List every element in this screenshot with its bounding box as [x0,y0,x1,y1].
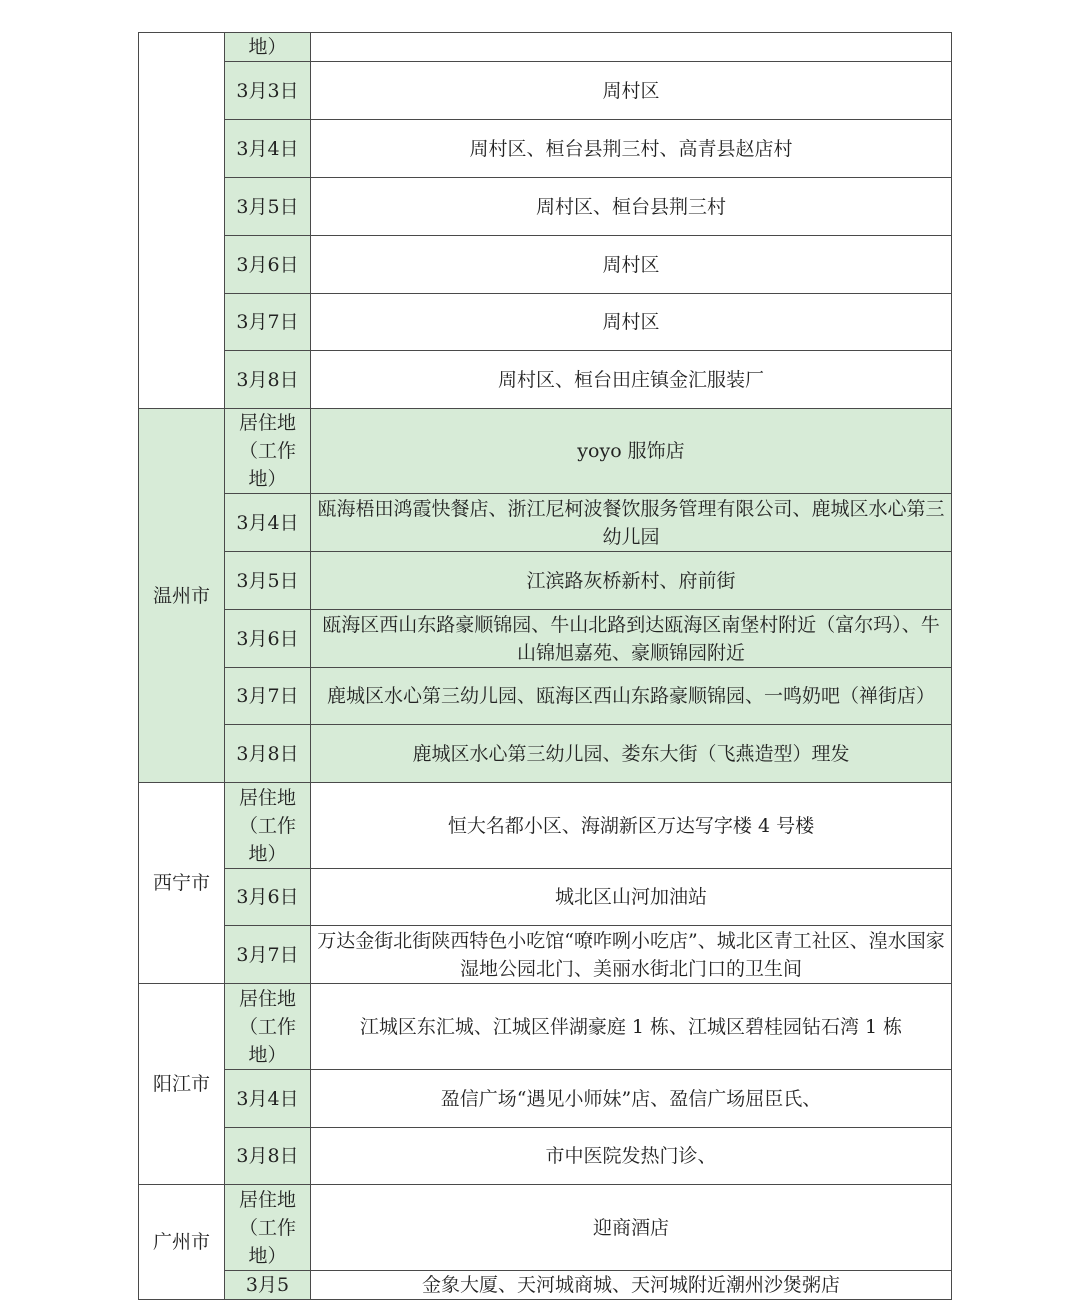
date-cell: 3月6日 [225,869,311,926]
location-cell: 鹿城区水心第三幼儿园、娄东大街（飞燕造型）理发 [311,725,952,783]
table-row [139,33,952,62]
location-cell: 周村区 [311,294,952,351]
table-row [139,869,952,926]
date-cell: 3月5日 [225,552,311,610]
location-cell: 盈信广场“遇见小师妹”店、盈信广场屈臣氏、 [311,1070,952,1128]
location-cell: 市中医院发热门诊、 [311,1128,952,1185]
date-cell: 居住地（工作地） [225,1185,311,1271]
date-cell: 3月6日 [225,236,311,294]
date-cell: 3月6日 [225,610,311,668]
date-cell: 3月3日 [225,62,311,120]
date-cell: 3月5 [225,1271,311,1300]
location-cell: 万达金街北街陕西特色小吃馆“嘹咋咧小吃店”、城北区青工社区、湟水国家湿地公园北门、美丽水街北门口的卫生间 [311,926,952,984]
location-cell: yoyo 服饰店 [311,409,952,494]
location-cell: 瓯海区西山东路豪顺锦园、牛山北路到达瓯海区南堡村附近（富尔玛）、牛山锦旭嘉苑、豪顺锦园附近 [311,610,952,668]
location-cell: 周村区、桓台县荆三村 [311,178,952,236]
date-cell: 居住地（工作地） [225,783,311,869]
date-cell: 3月8日 [225,351,311,409]
city-cell: 阳江市 [139,984,225,1185]
date-cell: 居住地（工作地） [225,409,311,494]
itinerary-table [138,32,952,1300]
location-cell: 鹿城区水心第三幼儿园、瓯海区西山东路豪顺锦园、一鸣奶吧（禅街店） [311,668,952,725]
date-cell: 3月7日 [225,926,311,984]
city-cell [139,33,225,409]
table-row [139,294,952,351]
date-cell: 3月7日 [225,294,311,351]
table-row [139,926,952,984]
date-cell: 3月4日 [225,120,311,178]
city-cell: 广州市 [139,1185,225,1300]
itinerary-table-body [139,33,952,1300]
table-row [139,1070,952,1128]
location-cell: 周村区、桓台田庄镇金汇服装厂 [311,351,952,409]
table-row [139,725,952,783]
date-cell: 3月5日 [225,178,311,236]
table-row [139,351,952,409]
date-cell: 地） [225,33,311,62]
city-cell: 西宁市 [139,783,225,984]
table-row [139,1185,952,1271]
table-row [139,178,952,236]
table-row [139,62,952,120]
location-cell: 瓯海梧田鸿霞快餐店、浙江尼柯波餐饮服务管理有限公司、鹿城区水心第三幼儿园 [311,494,952,552]
location-cell: 迎商酒店 [311,1185,952,1271]
table-row [139,409,952,494]
table-row [139,120,952,178]
location-cell: 周村区 [311,62,952,120]
city-cell: 温州市 [139,409,225,783]
location-cell: 周村区 [311,236,952,294]
table-row [139,494,952,552]
date-cell: 3月8日 [225,1128,311,1185]
location-cell: 城北区山河加油站 [311,869,952,926]
location-cell: 金象大厦、天河城商城、天河城附近潮州沙煲粥店 [311,1271,952,1300]
table-row [139,783,952,869]
date-cell: 3月8日 [225,725,311,783]
date-cell: 3月7日 [225,668,311,725]
location-cell: 江滨路灰桥新村、府前街 [311,552,952,610]
date-cell: 3月4日 [225,494,311,552]
table-row [139,1271,952,1300]
location-cell: 恒大名都小区、海湖新区万达写字楼 4 号楼 [311,783,952,869]
table-row [139,610,952,668]
table-row [139,236,952,294]
location-cell: 江城区东汇城、江城区伴湖豪庭 1 栋、江城区碧桂园钻石湾 1 栋 [311,984,952,1070]
table-row [139,552,952,610]
table-row [139,668,952,725]
date-cell: 居住地（工作地） [225,984,311,1070]
location-cell [311,33,952,62]
date-cell: 3月4日 [225,1070,311,1128]
table-row [139,984,952,1070]
table-row [139,1128,952,1185]
location-cell: 周村区、桓台县荆三村、高青县赵店村 [311,120,952,178]
